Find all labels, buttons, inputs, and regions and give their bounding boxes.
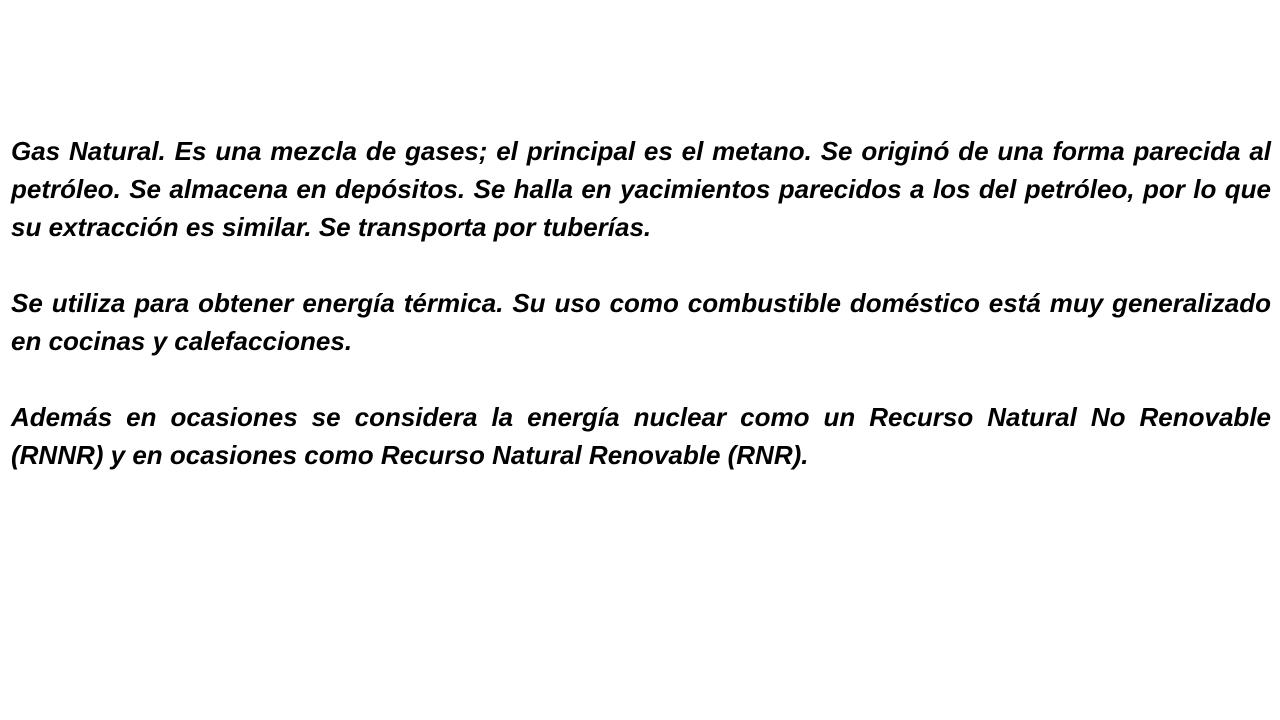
paragraph-energia-nuclear: Además en ocasiones se considera la energía nuclear como un Recurso Natural No Renovable (RNNR) y en ocasiones como Recurso Natural Renovable (RNR). bbox=[11, 402, 1271, 470]
paragraph-uso-energia-termica: Se utiliza para obtener energía térmica. Su uso como combustible doméstico está muy generalizado en cocinas y calefacciones. bbox=[11, 288, 1271, 356]
paragraph-gas-natural: Gas Natural. Es una mezcla de gases; el principal es el metano. Se originó de una forma parecida al petróleo. Se almacena en depósitos. Se halla en yacimientos parecidos a los del petróleo, por lo que su extracción es similar. Se transporta por tuberías. bbox=[11, 136, 1271, 242]
slide-body bbox=[11, 132, 1271, 474]
